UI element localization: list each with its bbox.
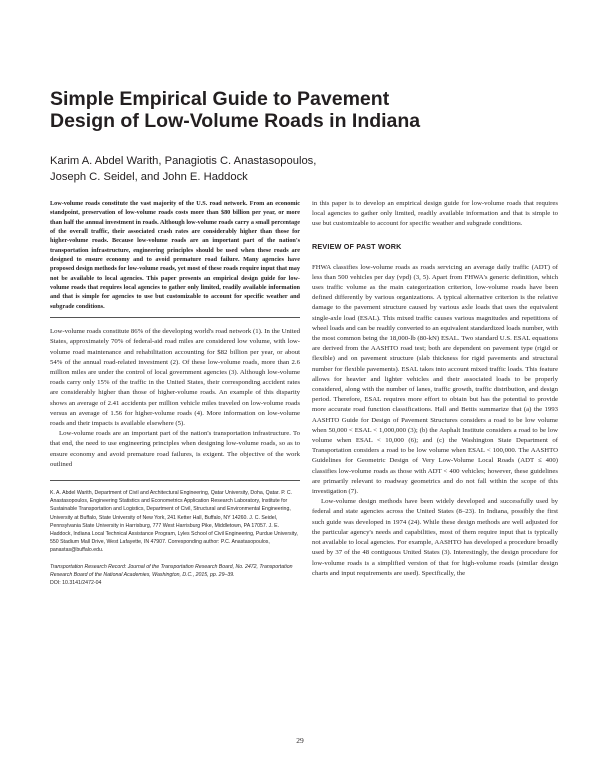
abstract-divider bbox=[50, 317, 300, 318]
page-number: 29 bbox=[296, 736, 304, 745]
left-column bbox=[50, 199, 300, 587]
authors-line-1: Karim A. Abdel Warith, Panagiotis C. Anastasopoulos, bbox=[50, 155, 317, 167]
author-affiliations: K. A. Abdel Warith, Department of Civil and Architectural Engineering, Qatar University, Doha, Qatar. P. C. Anastasopoulos, Engineering Statistics and Econometrics Application Research Laboratory, Institute for Sustainable Transportation and Logistics, Department of Civil, Structural and Environmental Engineering, University at Buffalo, State University of New York, 241 Ketter Hall, Buffalo, NY 14260. J. C. Seidel, Pennsylvania State University in Harrisburg, 777 West Harrisburg Pike, Middletown, PA 17057. J. E. Haddock, Indiana Local Technical Assistance Program, Lyles School of Civil Engineering, Purdue University, 550 Stadium Mall Drive, West Lafayette, IN 47907. Corresponding author: P.C. Anastasopoulos, panastas@buffalo.edu. bbox=[50, 489, 298, 554]
intro-continuation: in this paper is to develop an empirical design guide for low-volume roads that requires local agencies to gather only limited, readily available information and that is simple to use but customizable to account for specific weather and subgrade conditions. bbox=[312, 200, 558, 228]
journal-citation: Transportation Research Record: Journal of the Transportation Research Board, No. 2472, Transportation Research Board of the National Academies, Washington, D.C., 2015, pp. 29–39. bbox=[50, 563, 293, 578]
review-paragraph-1: FHWA classifies low-volume roads as roads servicing an average daily traffic (ADT) of less than 500 vehicles per day (vpd) (3, 5). Apart from FHWA's generic definition, which uses traffic volume as the main categorization criterion, low-volume roads have been defined differently by various organizations. A typical alternative criterion is the relative damage to the pavement structure caused by various axle loads that uses the equivalent single-axle load (ESAL). This mixed traffic causes various magnitudes and repetitions of wheel loads and can be readily converted to an equivalent standardized loads number, with the most common being the 18,000-lb (80-kN) ESAL. Two standard U.S. ESAL equations are derived from the AASHTO road test; both are dependent on pavement type (rigid or flexible) and on pavement structure (slab thickness for rigid pavements and structural number for flexible pavements). ESAL takes into account mixed traffic loads. This feature allows for heavier and lighter vehicles and their associated loads to be properly considered, along with the number of lanes, traffic growth, traffic distribution, and design period. Therefore, ESAL requires more effort to obtain but has the potential to provide more accurate road function classifications. Hall and Bettis summarize that (a) the 1993 AASHTO Guide for Design of Pavement Structures considers a road to be low volume when 50,000 < ESAL < 1,000,000 (3); (b) the Asphalt Institute considers a road to be low volume when ESAL < 10,000 (6); and (c) the Washington State Department of Transportation considers a road to be low volume when ESAL < 100,000. The AASHTO Guidelines for Geometric Design of Very Low-Volume Local Roads (ADT ≤ 400) classifies low-volume roads as those with ADT < 400 vehicles; however, these guidelines are primarily relevant to roadway geometrics and do not fall within the scope of this investigation (7). bbox=[312, 263, 558, 496]
title-line-1: Simple Empirical Guide to Pavement bbox=[50, 88, 390, 110]
footnote-divider bbox=[50, 480, 300, 481]
intro-paragraph-2: Low-volume roads are an important part of the nation's transportation infrastructure. To that end, the need to use engineering principles when designing low-volume roads, so as to ensure economy and avoid premature road failures, is exigent. The objective of the work outlined bbox=[50, 430, 300, 468]
paper-title bbox=[50, 88, 550, 132]
title-line-2: Design of Low-Volume Roads in Indiana bbox=[50, 110, 421, 132]
authors-line-2: Joseph C. Seidel, and John E. Haddock bbox=[50, 171, 248, 183]
author-list bbox=[50, 153, 550, 185]
section-heading: REVIEW OF PAST WORK bbox=[312, 241, 402, 251]
abstract: Low-volume roads constitute the vast majority of the U.S. road network. From an economic standpoint, preservation of low-volume roads costs more than $80 billion per year, or more than half the annual investment in roads. Although low-volume roads carry a small percentage of the overall traffic, their associated crash rates are considerably higher than those for higher-volume roads. Because low-volume roads are an important part of the nation's transportation infrastructure, engineering principles should be used when these roads are designed to ensure economy and to avoid premature road failure. Many agencies have proposed design methods for low-volume roads, yet most of these roads require input that may not be available to local agencies. This paper presents an empirical design guide for low-volume roads that requires local agencies to gather only limited, readily available information and that is simple for agencies to use but customizable to account for specific weather and subgrade conditions. bbox=[50, 200, 300, 310]
doi: DOI: 10.3141/2472-04 bbox=[50, 580, 102, 586]
intro-paragraph-1: Low-volume roads constitute 86% of the developing world's road network (1). In the United States, approximately 70% of federal-aid road miles are considered low volume, with low-volume road maintenance and rehabilitation accounting for $82 billion per year, or about 54% of the annual road-related investment (2). Of these low-volume roads, more than 2.6 million miles are under the control of local government agencies (3). Although low-volume roads carry only 15% of the traffic in the United States, their corresponding accident rates are considerably higher than those of higher-volume roads. An example of this disparity shows an average of 2.41 accidents per million vehicle miles traveled on low-volume roads versus an average of 1.56 for higher-volume roads (4). More information on low-volume roads and their impacts is available elsewhere (5). bbox=[50, 328, 300, 427]
review-paragraph-2: Low-volume design methods have been widely developed and successfully used by federal and state agencies across the United States (8–23). In Indiana, possibly the first such guide was developed in 1974 (24). While these design methods are well adjusted for the particular agency's needs and capabilities, most of them require input that is typically not available to local agencies. For example, AASHTO has developed a procedure broadly used by 37 of the 48 contiguous United States (3). Interestingly, the design procedure for low-volume roads is a simplified version of that for high-volume roads (similar design charts and input requirements are used). Specifically, the bbox=[312, 498, 558, 577]
right-column bbox=[312, 199, 558, 579]
